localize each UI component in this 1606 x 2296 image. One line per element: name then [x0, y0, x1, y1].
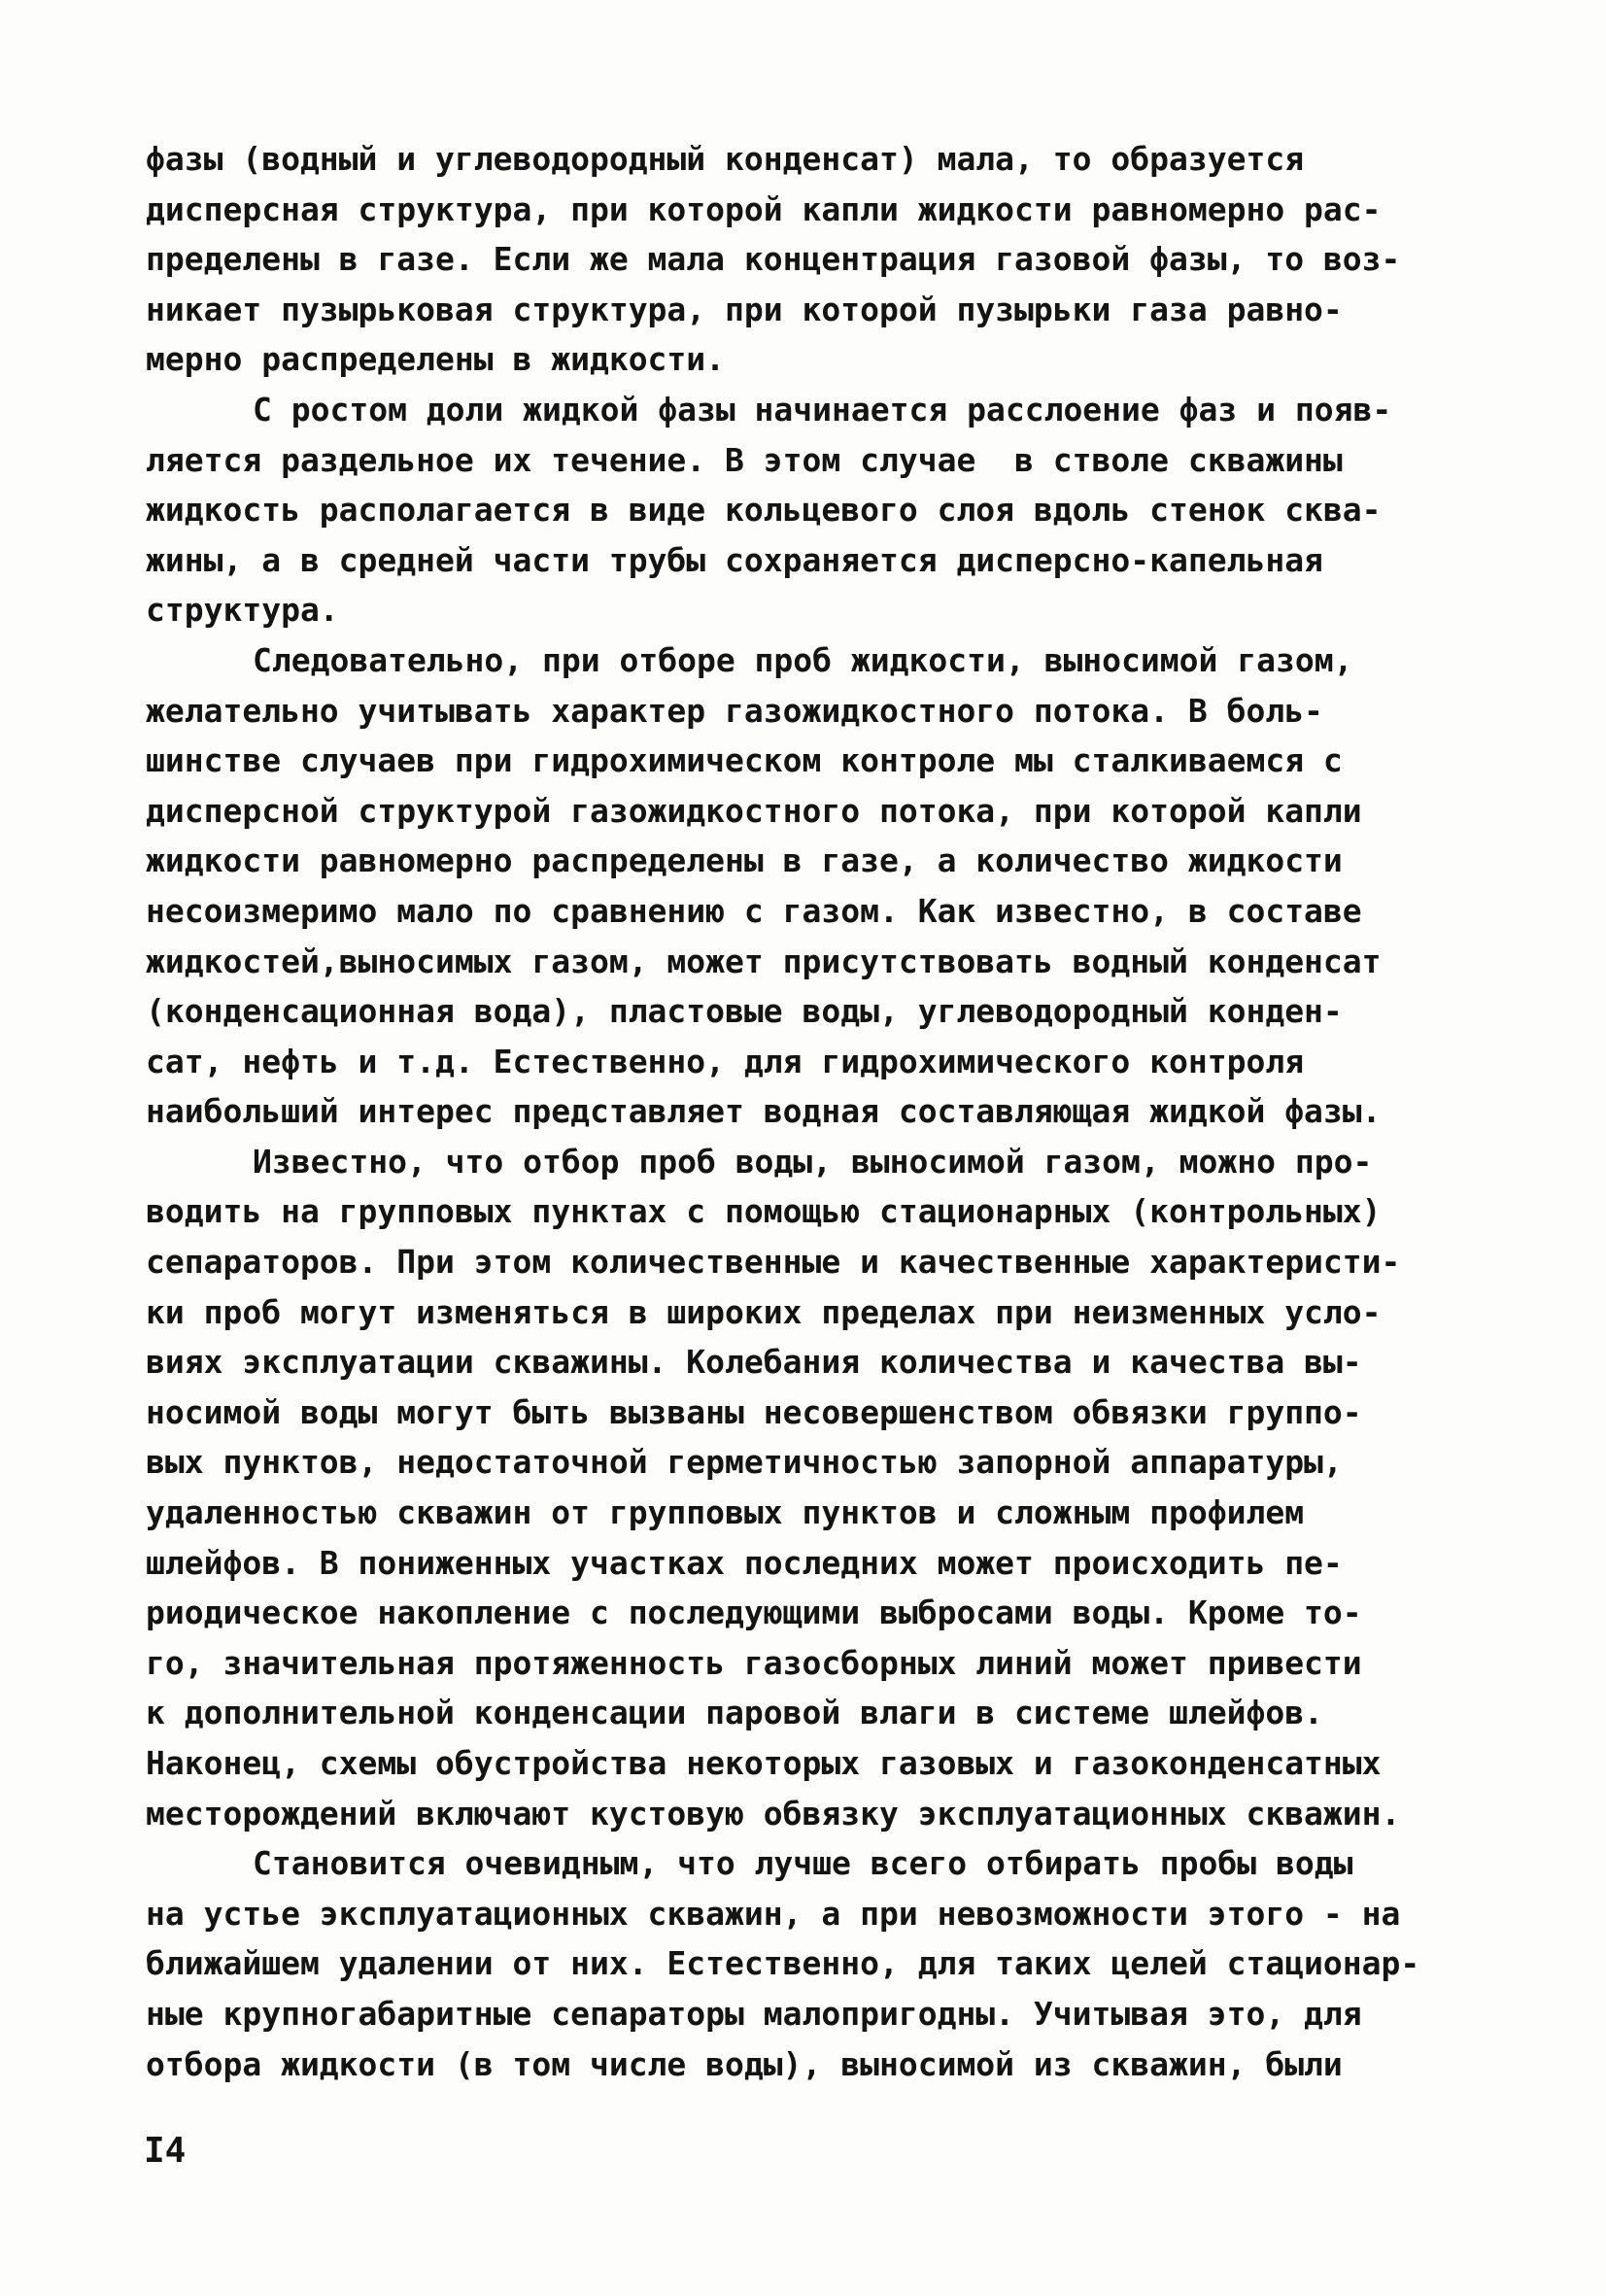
text-line: жидкости равномерно распределены в газе, а количество жидкости	[146, 841, 1343, 880]
paragraph-start-line: Известно, что отбор проб воды, выносимой газом, можно про-	[253, 1142, 1373, 1181]
text-line: го, значительная протяженность газосборных линий может привести	[146, 1643, 1362, 1682]
text-line: риодическое накопление с последующими выбросами воды. Кроме то-	[146, 1593, 1362, 1632]
text-line: ки проб могут изменяться в широких пределах при неизменных усло-	[146, 1292, 1382, 1331]
text-line: вых пунктов, недостаточной герметичностью запорной аппаратуры,	[146, 1443, 1343, 1482]
text-line: жины, а в средней части трубы сохраняется дисперсно-капельная	[146, 540, 1323, 579]
text-line: наибольший интерес представляет водная составляющая жидкой фазы.	[146, 1092, 1382, 1131]
text-line: жидкостей,выносимых газом, может присутствовать водный конденсат	[146, 942, 1382, 980]
text-line: ные крупногабаритные сепараторы малопригодны. Учитывая это, для	[146, 1994, 1362, 2033]
text-line: виях эксплуатации скважины. Колебания количества и качества вы-	[146, 1343, 1362, 1382]
text-line: ближайшем удалении от них. Естественно, для таких целей стационар-	[146, 1944, 1420, 1983]
text-line: отбора жидкости (в том числе воды), выносимой из скважин, были	[146, 2044, 1343, 2083]
text-line: на устье эксплуатационных скважин, а при невозможности этого - на	[146, 1894, 1401, 1933]
text-line: пределены в газе. Если же мала концентрация газовой фазы, то воз-	[146, 240, 1401, 279]
text-line: шлейфов. В пониженных участках последних может происходить пе-	[146, 1543, 1343, 1582]
text-line: несоизмеримо мало по сравнению с газом. Как известно, в составе	[146, 891, 1362, 930]
text-line: сепараторов. При этом количественные и качественные характеристи-	[146, 1243, 1401, 1282]
text-line: водить на групповых пунктах с помощью стационарных (контрольных)	[146, 1192, 1382, 1231]
text-line: жидкость располагается в виде кольцевого слоя вдоль стенок сква-	[146, 491, 1382, 530]
page-number: I4	[144, 2131, 187, 2171]
text-line: дисперсной структурой газожидкостного потока, при которой капли	[146, 791, 1362, 830]
text-line: никает пузырьковая структура, при которой пузырьки газа равно-	[146, 290, 1343, 328]
text-line: фазы (водный и углеводородный конденсат) мала, то образуется	[146, 140, 1305, 178]
text-line: ляется раздельное их течение. В этом случае в стволе скважины	[146, 440, 1343, 479]
text-line: (конденсационная вода), пластовые воды, углеводородный конден-	[146, 992, 1343, 1031]
text-line: шинстве случаев при гидрохимическом контроле мы сталкиваемся с	[146, 741, 1343, 780]
text-line: Наконец, схемы обустройства некоторых газовых и газоконденсатных	[146, 1744, 1382, 1782]
text-line: к дополнительной конденсации паровой влаги в системе шлейфов.	[146, 1694, 1323, 1732]
paragraph-start-line: Следовательно, при отборе проб жидкости, выносимой газом,	[253, 640, 1353, 679]
text-line: сат, нефть и т.д. Естественно, для гидрохимического контроля	[146, 1042, 1305, 1080]
paragraph-start-line: С ростом доли жидкой фазы начинается расслоение фаз и появ-	[253, 390, 1392, 428]
text-line: носимой воды могут быть вызваны несовершенством обвязки группо-	[146, 1392, 1362, 1431]
text-line: желательно учитывать характер газожидкостного потока. В боль-	[146, 691, 1323, 730]
text-line: мерно распределены в жидкости.	[146, 340, 726, 379]
text-line: структура.	[146, 591, 339, 630]
text-line: дисперсная структура, при которой капли жидкости равномерно рас-	[146, 189, 1382, 228]
text-line: месторождений включают кустовую обвязку эксплуатационных скважин.	[146, 1794, 1401, 1833]
paragraph-start-line: Становится очевидным, что лучше всего отбирать пробы воды	[253, 1844, 1353, 1883]
text-line: удаленностью скважин от групповых пунктов и сложным профилем	[146, 1493, 1305, 1532]
body-text	[146, 134, 1496, 2089]
